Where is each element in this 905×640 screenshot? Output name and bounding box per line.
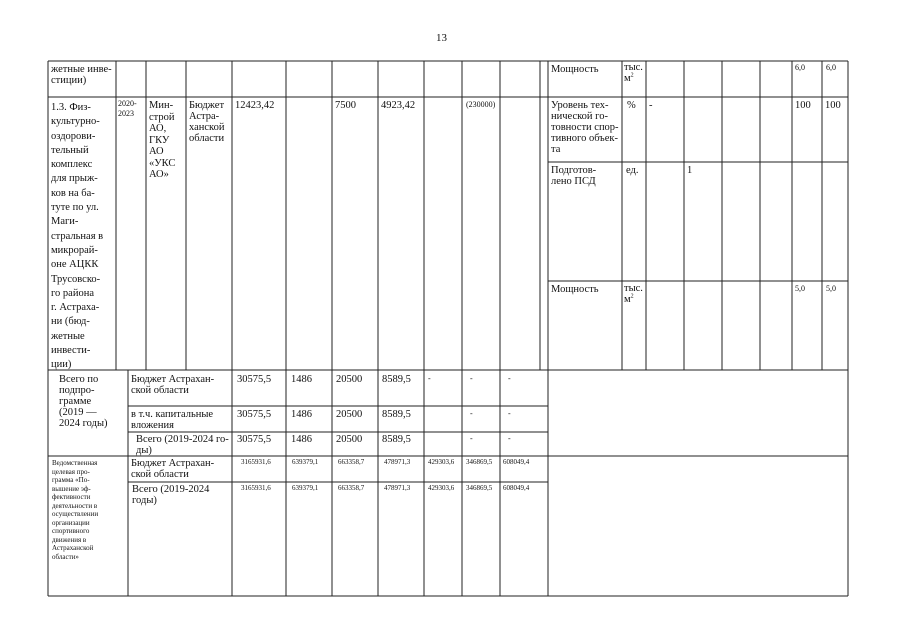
subprogram-row-all-total: 30575,5 — [237, 434, 272, 445]
prev-row-indicator: Мощность — [551, 64, 599, 75]
subprogram-row-capital-2020: 20500 — [336, 409, 363, 420]
program-row-all-2022: 429303,6 — [428, 484, 455, 492]
indicator-readiness-dash: - — [649, 100, 653, 111]
program-row-all-total: 3165931,6 — [241, 484, 271, 492]
subprogram-row-capital-2024: - — [508, 409, 511, 418]
row-13-value-2022: 4923,42 — [381, 100, 416, 111]
row-13-executor: Мин- строй АО, ГКУ АО «УКС АО» — [149, 100, 176, 180]
subprogram-row-capital-label: в т.ч. капитальные вложения — [131, 409, 214, 431]
row-13-years: 2020- 2023 — [118, 99, 137, 118]
program-row-all-2019: 639379,1 — [292, 484, 319, 492]
indicator-capacity-value-2: 5,0 — [826, 284, 836, 293]
program-row-all-2021: 478971,3 — [384, 484, 411, 492]
indicator-capacity: Мощность — [551, 284, 599, 295]
row-13-name: 1.3. Физ- культурно- оздорови- тельный комплекс для прыж- ков на ба- туте по ул. Маги- стральная в микрорай- оне АЦКК Трусовско- го района г. Астраха- ни (бюд- жетные инвести- ции) — [51, 102, 104, 371]
subprogram-row-budget-2021: 8589,5 — [382, 374, 411, 385]
subprogram-row-capital-2023: - — [470, 409, 473, 418]
program-row-all-2024: 608049,4 — [503, 484, 530, 492]
program-row-all-label: Всего (2019-2024 годы) — [132, 484, 210, 506]
subprogram-total-name: Всего по подпро- грамме (2019 — 2024 годы) — [59, 374, 108, 429]
indicator-readiness-value-2: 100 — [825, 100, 841, 111]
subprogram-row-budget-2019: 1486 — [291, 374, 312, 385]
subprogram-row-budget-2022: - — [428, 374, 431, 383]
subprogram-row-all-2024: - — [508, 434, 511, 443]
indicator-readiness-unit: % — [627, 100, 636, 111]
subprogram-row-budget-2020: 20500 — [336, 374, 363, 385]
prev-row-value-1: 6,0 — [795, 63, 805, 72]
subprogram-row-all-2020: 20500 — [336, 434, 363, 445]
subprogram-row-all-2021: 8589,5 — [382, 434, 411, 445]
program-row-budget-2021: 478971,3 — [384, 458, 411, 466]
program-row-budget-2023: 346869,5 — [466, 458, 493, 466]
subprogram-row-budget-2024: - — [508, 374, 511, 383]
subprogram-row-budget-2023: - — [470, 374, 473, 383]
program-row-budget-label: Бюджет Астрахан- ской области — [131, 458, 215, 480]
indicator-psd-unit: ед. — [626, 165, 639, 176]
indicator-psd: Подготов- лено ПСД — [551, 165, 597, 187]
subprogram-row-all-2019: 1486 — [291, 434, 312, 445]
program-row-budget-2024: 608049,4 — [503, 458, 530, 466]
row-13-paren-value: (230000) — [466, 100, 496, 109]
prev-row-value-2: 6,0 — [826, 63, 836, 72]
program-row-budget-2020: 663358,7 — [338, 458, 365, 466]
program-row-all-2020: 663358,7 — [338, 484, 365, 492]
subprogram-row-budget-total: 30575,5 — [237, 374, 272, 385]
subprogram-row-capital-total: 30575,5 — [237, 409, 272, 420]
program-row-budget-2019: 639379,1 — [292, 458, 319, 466]
program-row-budget-2022: 429303,6 — [428, 458, 455, 466]
page-number: 13 — [436, 32, 447, 44]
subprogram-row-budget-label: Бюджет Астрахан- ской области — [131, 374, 215, 396]
prev-row-name: жетные инве- стиции) — [51, 64, 112, 86]
program-row-budget-total: 3165931,6 — [241, 458, 271, 466]
subprogram-row-capital-2021: 8589,5 — [382, 409, 411, 420]
indicator-readiness-value-1: 100 — [795, 100, 811, 111]
indicator-capacity-unit: тыс. $м^2$ — [624, 283, 643, 305]
subprogram-row-capital-2019: 1486 — [291, 409, 312, 420]
subprogram-row-all-label: Всего (2019-2024 го- ды) — [136, 434, 229, 456]
indicator-capacity-value-1: 5,0 — [795, 284, 805, 293]
indicator-psd-value: 1 — [687, 165, 693, 176]
row-13-value-2021: 7500 — [335, 100, 356, 111]
program-name: Ведомственная целевая про- грамма «По- вышение эф- фективности деятельности в осуществлении организации спортивного движения в Астраханской области» — [52, 459, 99, 561]
row-13-total: 12423,42 — [235, 100, 275, 111]
prev-row-unit: тыс. $м^2$ — [624, 62, 643, 84]
program-row-all-2023: 346869,5 — [466, 484, 493, 492]
subprogram-row-all-2023: - — [470, 434, 473, 443]
indicator-readiness: Уровень тех- нической го- товности спор- тивного объек- та — [551, 100, 619, 155]
row-13-source: Бюджет Астра- ханской области — [189, 100, 225, 144]
